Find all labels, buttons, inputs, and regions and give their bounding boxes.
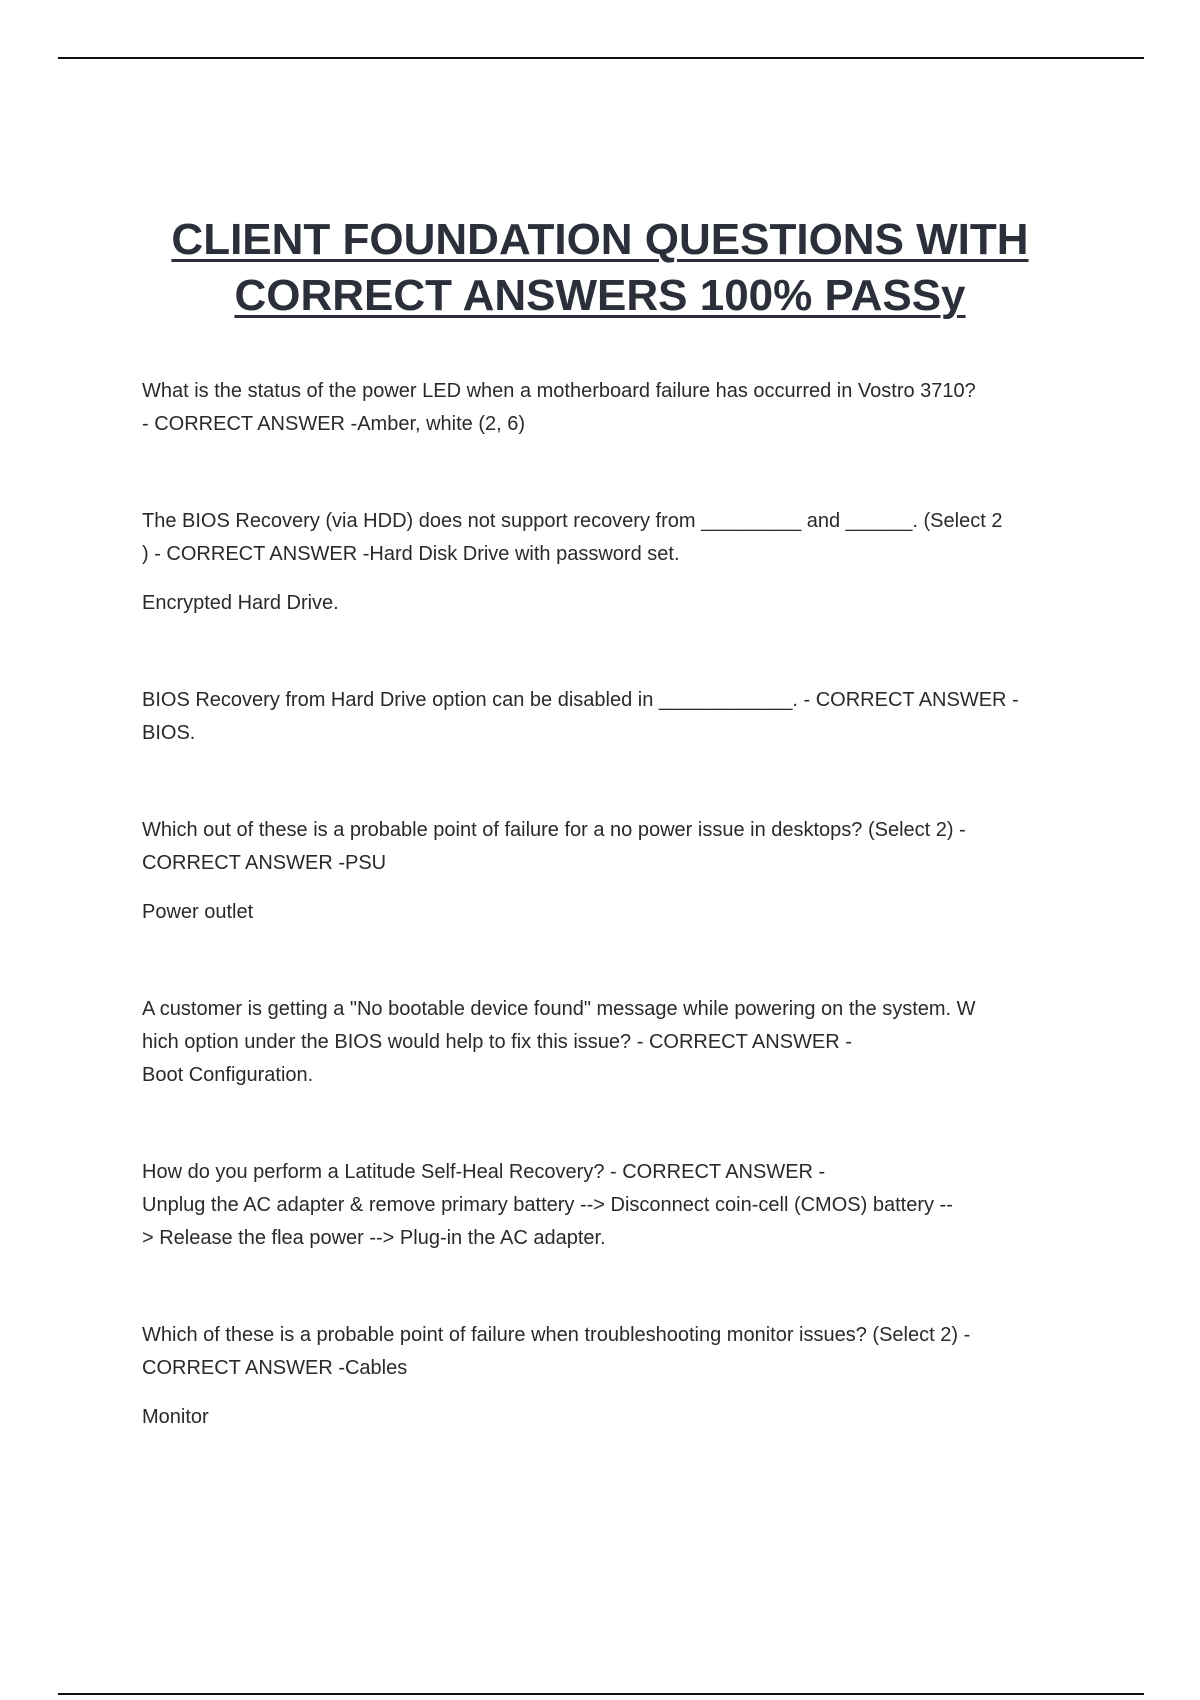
- qa-text: The BIOS Recovery (via HDD) does not support recovery from _________ and ______. (Select 2 ) - CORRECT ANSWER -Hard Disk Drive with password set.: [142, 510, 1003, 565]
- bottom-rule: [58, 1693, 1144, 1695]
- qa-text: A customer is getting a "No bootable device found" message while powering on the system. W hich option under the BIOS would help to fix this issue? - CORRECT ANSWER - Boot Configuration.: [142, 998, 976, 1086]
- qa-item-4: [142, 814, 1062, 929]
- qa-extra-answer: Encrypted Hard Drive.: [142, 592, 339, 614]
- qa-text: What is the status of the power LED when a motherboard failure has occurred in Vostro 3710? - CORRECT ANSWER -Amber, white (2, 6): [142, 380, 976, 435]
- qa-item-2: [142, 505, 1062, 620]
- qa-text: Which of these is a probable point of failure when troubleshooting monitor issues? (Select 2) - CORRECT ANSWER -Cables: [142, 1324, 971, 1379]
- qa-item-3: [142, 684, 1062, 750]
- qa-item-1: [142, 375, 1062, 441]
- top-rule: [58, 57, 1144, 59]
- qa-list: [142, 375, 1062, 1434]
- qa-text: BIOS Recovery from Hard Drive option can be disabled in ____________. - CORRECT ANSWER - BIOS.: [142, 689, 1019, 744]
- qa-extra-answer: Power outlet: [142, 901, 254, 923]
- document-title: CLIENT FOUNDATION QUESTIONS WITH CORRECT ANSWERS 100% PASSy: [171, 215, 1029, 320]
- qa-item-7: [142, 1319, 1062, 1434]
- qa-text: Which out of these is a probable point of failure for a no power issue in desktops? (Select 2) - CORRECT ANSWER -PSU: [142, 819, 966, 874]
- qa-extra-answer: Monitor: [142, 1406, 209, 1428]
- qa-item-5: [142, 993, 1062, 1092]
- qa-item-6: [142, 1156, 1062, 1255]
- qa-text: How do you perform a Latitude Self-Heal Recovery? - CORRECT ANSWER - Unplug the AC adapter & remove primary battery --> Disconnect coin-cell (CMOS) battery -- > Release the flea power --> Plug-in the AC adapter.: [142, 1161, 953, 1249]
